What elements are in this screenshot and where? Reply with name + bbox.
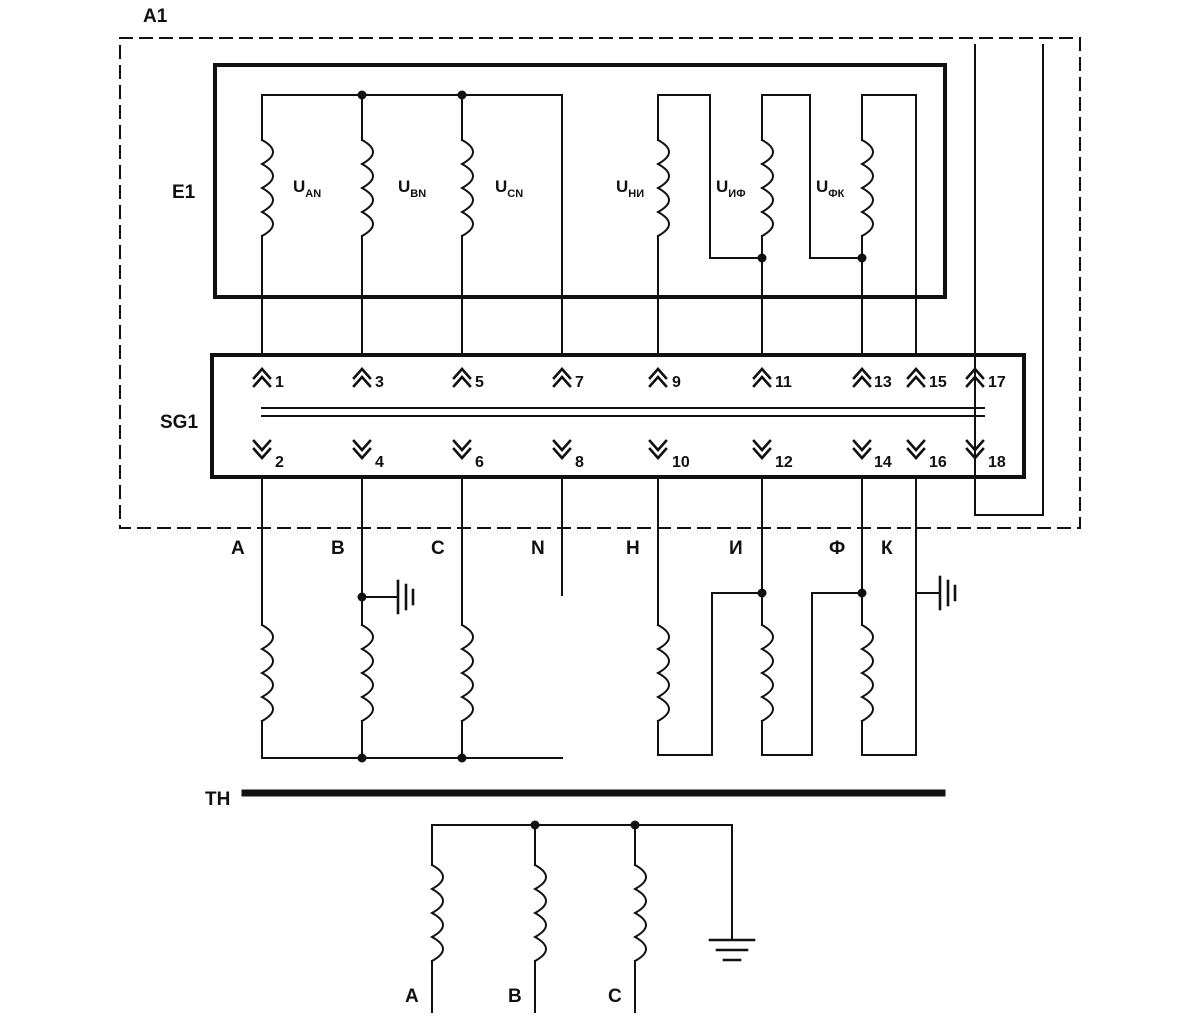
junction-dot bbox=[358, 91, 367, 100]
low-coil-h bbox=[658, 625, 669, 721]
e1-coil-ubn bbox=[362, 140, 373, 236]
low-coil-b bbox=[362, 625, 373, 721]
junction-dot bbox=[358, 754, 367, 763]
winding-label-u-an: $U_{AN}$ bbox=[293, 177, 322, 200]
phase-label-h: H bbox=[626, 538, 640, 559]
phase-label-a: A bbox=[231, 538, 245, 559]
low-coil-c bbox=[462, 625, 473, 721]
terminal-6: 6 bbox=[475, 454, 484, 471]
phase-label-b: B bbox=[331, 538, 345, 559]
junction-dot bbox=[458, 754, 467, 763]
e1-coil-uif bbox=[762, 140, 773, 236]
phase-label-n: N bbox=[531, 538, 545, 559]
terminal-11: 11 bbox=[775, 374, 792, 391]
terminal-10: 10 bbox=[672, 454, 690, 471]
terminal-16: 16 bbox=[929, 454, 947, 471]
winding-label-u-fk: $U_{ФК}$ bbox=[816, 177, 845, 200]
e1-block bbox=[215, 65, 945, 297]
terminal-14: 14 bbox=[874, 454, 892, 471]
bottom-phase-label-b: B bbox=[508, 986, 522, 1007]
e1-coil-ucn bbox=[462, 140, 473, 236]
label-sg1: SG1 bbox=[160, 412, 199, 433]
bottom-coil-a bbox=[432, 865, 443, 961]
phase-label-f: Ф bbox=[829, 538, 846, 559]
winding-label-u-ni: $U_{НИ}$ bbox=[616, 177, 645, 200]
terminal-7: 7 bbox=[575, 374, 584, 391]
winding-label-u-cn: $U_{CN}$ bbox=[495, 177, 524, 200]
bottom-coil-c bbox=[635, 865, 646, 961]
phase-label-i: И bbox=[729, 538, 743, 559]
terminal-12: 12 bbox=[775, 454, 793, 471]
terminal-3: 3 bbox=[375, 374, 384, 391]
bottom-phase-label-c: C bbox=[608, 986, 622, 1007]
phase-label-k: К bbox=[881, 538, 893, 559]
terminal-1: 1 bbox=[275, 374, 284, 391]
ground-icon bbox=[398, 581, 413, 613]
terminal-5: 5 bbox=[475, 374, 484, 391]
e1-coil-ufk bbox=[862, 140, 873, 236]
phase-label-c: C bbox=[431, 538, 445, 559]
e1-coil-uan bbox=[262, 140, 273, 236]
winding-label-u-bn: $U_{BN}$ bbox=[398, 177, 427, 200]
bottom-phase-label-a: A bbox=[405, 986, 419, 1007]
label-e1: E1 bbox=[172, 182, 196, 203]
terminal-15: 15 bbox=[929, 374, 947, 391]
terminal-2: 2 bbox=[275, 454, 284, 471]
ground-icon bbox=[710, 940, 754, 960]
label-th: TH bbox=[205, 789, 231, 810]
junction-dot bbox=[458, 91, 467, 100]
low-coil-f bbox=[862, 625, 873, 721]
terminal-4: 4 bbox=[375, 454, 384, 471]
e1-coil-uni bbox=[658, 140, 669, 236]
winding-label-u-if: $U_{ИФ}$ bbox=[716, 177, 746, 200]
bottom-coil-b bbox=[535, 865, 546, 961]
low-coil-i bbox=[762, 625, 773, 721]
terminal-8: 8 bbox=[575, 454, 584, 471]
label-a1: A1 bbox=[143, 6, 168, 27]
ground-icon bbox=[940, 577, 955, 609]
low-coil-a bbox=[262, 625, 273, 721]
terminal-18: 18 bbox=[988, 454, 1006, 471]
terminal-9: 9 bbox=[672, 374, 681, 391]
terminal-17: 17 bbox=[988, 374, 1006, 391]
terminal-13: 13 bbox=[874, 374, 892, 391]
